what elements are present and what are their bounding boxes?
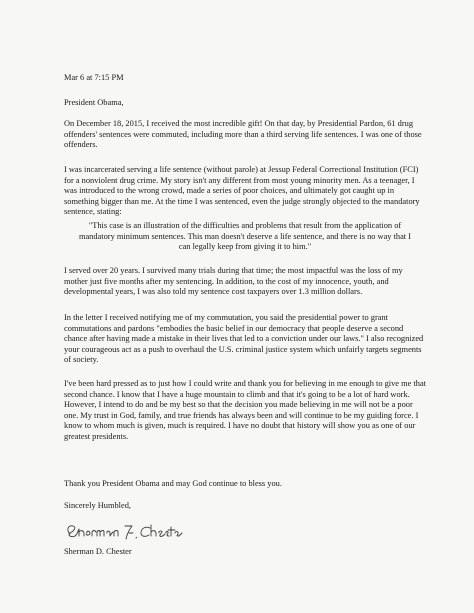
signer-name: Sherman D. Chester [64,547,132,556]
handwritten-signature [62,520,187,542]
closing: Sincerely Humbled, [64,501,131,510]
paragraph-1: On December 18, 2015, I received the most incredible gift! On that day, by Presidential Pardon, 61 drug offenders' sentences were commuted, including more than a third serving life sentences. I was one of those offenders. [64,119,422,150]
paragraph-5: I've been hard pressed as to just how I could write and thank you for believing in me enough to give me that second chance. I know that I have a huge mountain to climb and that it's going to be a lot of hard work. However, I intend to do and be my best so that the decision you made believing in me will not be a poor one. My trust in God, family, and true friends has always been and will continue to be my guiding force. I know to whom much is given, much is required. I have no doubt that history will show you as one of our greatest presidents. [64,379,427,441]
paragraph-3: I served over 20 years. I survived many trials during that time; the most impactful was the loss of my mother just five months after my sentencing. In addition, to the cost of my innocence, youth, and developmental years, I was also told my sentence cost taxpayers over 1.3 million dollars. [64,266,403,297]
letter-greeting: President Obama, [64,98,124,107]
paragraph-6: Thank you President Obama and may God continue to bless you. [64,479,282,488]
paragraph-2: I was incarcerated serving a life sentence (without parole) at Jessup Federal Correctional Institution (FCI) for a nonviolent drug crime. My story isn't any different from most young minority men. As a teenager, I was introduced to the wrong crowd, made a series of poor choices, and ultimately got caught up in something bigger than me. At the time I was sentenced, even the judge strongly objected to the mandatory sentence, stating: [64,165,420,217]
paragraph-4: In the letter I received notifying me of my commutation, you said the presidential power to grant commutations and pardons "embodies the basic belief in our democracy that people deserve a second chance after having made a mistake in their lives that led to a conviction under our laws." I also recognized your courageous act as a push to overhaul the U.S. criminal justice system which unfairly targets segments of society. [64,313,424,365]
judge-quote: "This case is an illustration of the difficulties and problems that result from the application of mandatory minimum sentences. This man doesn't deserve a life sentence, and there is no way that I can legally keep from giving it to him." [78,221,412,252]
letter-date: Mar 6 at 7:15 PM [64,73,124,82]
signature-drawing [62,520,187,542]
